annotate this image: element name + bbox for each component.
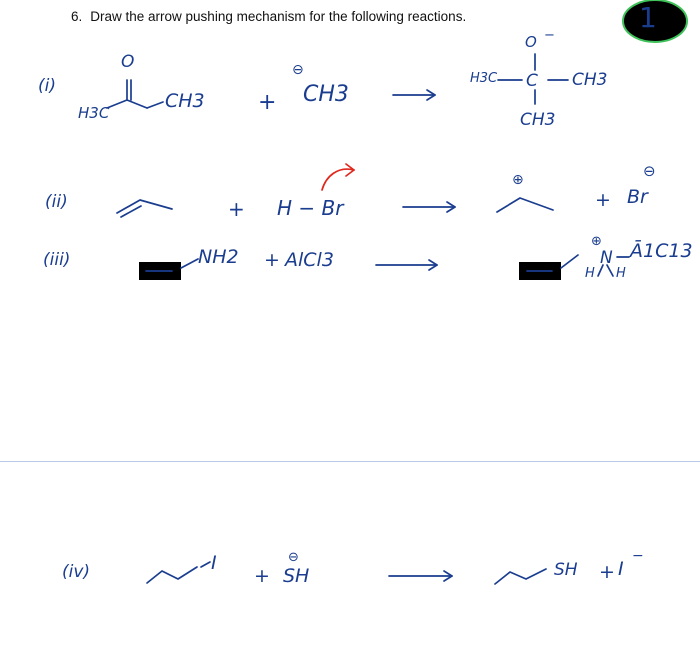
product-central-carbon: C [526, 71, 538, 91]
bromide-charge: ⊖ [643, 162, 656, 180]
iodide-charge: − [632, 548, 644, 564]
ketone-skeleton [107, 100, 147, 108]
alcl3-reagent: AlCl3 [285, 249, 334, 271]
product-ch3-bottom: CH3 [520, 110, 556, 130]
plus-ii-2: + [595, 189, 611, 211]
alkyl-iodide-skeleton [147, 567, 197, 583]
plus-iv-1: + [254, 565, 270, 587]
reactant1-h3c: H3C [78, 104, 110, 122]
plus-ii-1: + [228, 197, 245, 221]
ring-n-bond-left [181, 259, 198, 268]
iodide-leaving-group: I [211, 552, 217, 574]
propene-skeleton [117, 200, 172, 213]
plus-i: + [258, 90, 277, 115]
score-mark: 1 [639, 1, 657, 34]
product-h3c: H3C [470, 71, 498, 86]
reaction-label-ii: (ii) [45, 192, 68, 212]
carbonyl-double-bond [127, 80, 131, 100]
carbocation-skeleton [497, 198, 553, 212]
reactant1-oxygen: O [121, 52, 135, 72]
propene-double-bond [121, 206, 141, 217]
thiol-skeleton [495, 569, 546, 584]
reaction-label-iii: (iii) [43, 250, 71, 270]
section-divider [0, 461, 700, 462]
hbr-reagent: H − Br [277, 196, 344, 220]
ketone-bond-right [147, 102, 163, 108]
reactant2-methyl: CH3 [303, 82, 349, 107]
reaction-label-i: (i) [38, 76, 56, 96]
ring-n-bond-right [561, 255, 578, 268]
product-alcl3: Ā1C13 [630, 240, 693, 262]
bromide-ion: Br [627, 186, 648, 208]
reactant2-charge: ⊖ [292, 62, 304, 78]
curved-arrow [322, 169, 354, 190]
hydrosulfide-nucleophile: SH [283, 565, 310, 587]
plus-iii: + [264, 249, 280, 271]
product-h-right: H [616, 266, 626, 281]
question-text: Draw the arrow pushing mechanism for the following reactions. [90, 9, 467, 24]
reaction-label-iv: (iv) [62, 562, 91, 582]
product-oxygen: O [525, 33, 537, 51]
plus-iv-2: + [599, 561, 615, 583]
nitrogen-charge: ⊕ [591, 234, 602, 249]
carbocation-charge: ⊕ [512, 172, 524, 188]
amine-group: NH2 [198, 246, 239, 268]
product-oxygen-charge: − [544, 28, 555, 43]
product-ch3-right: CH3 [572, 70, 608, 90]
thiol-group: SH [554, 560, 578, 580]
question-number: 6. [71, 9, 83, 24]
c-i-bond [201, 562, 210, 567]
reactant1-ch3: CH3 [165, 90, 205, 112]
product-nitrogen: N [600, 248, 613, 268]
product-h-left: H [585, 266, 595, 281]
hydrosulfide-charge: ⊖ [288, 550, 299, 565]
iodide-byproduct: I [618, 558, 624, 580]
